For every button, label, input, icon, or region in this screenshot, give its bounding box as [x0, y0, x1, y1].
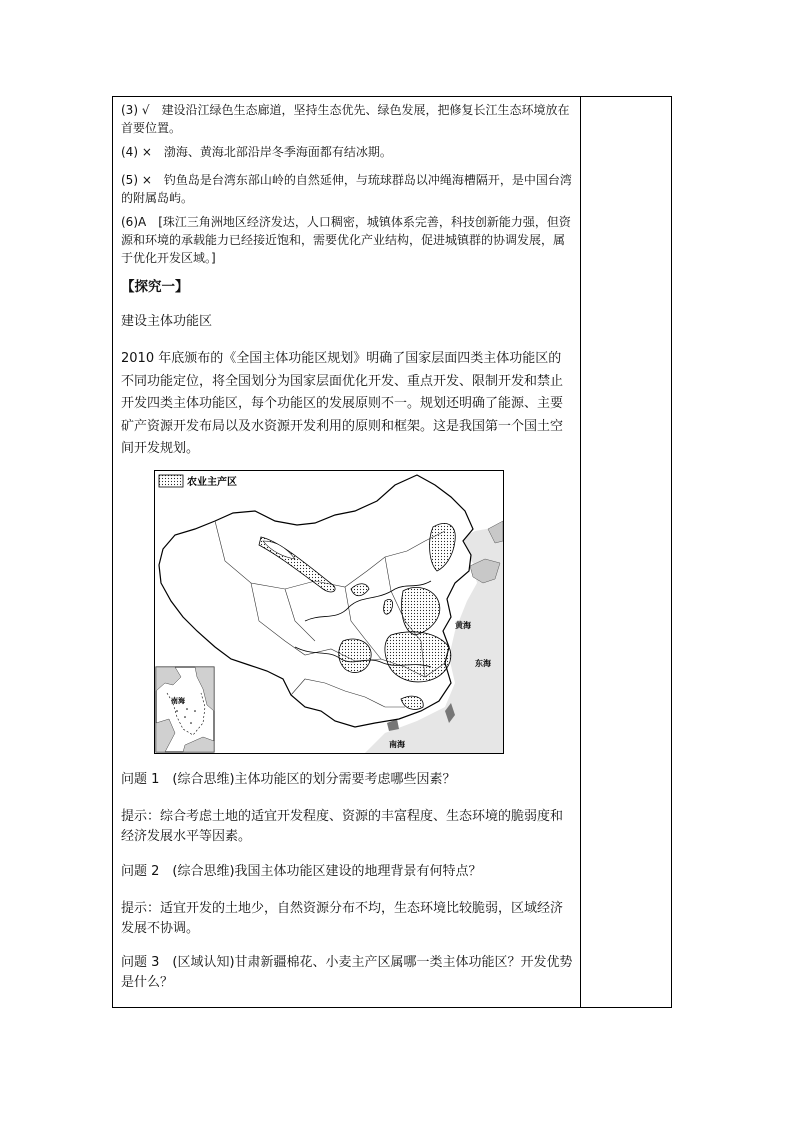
question-2: 问题 2 (综合思维)我国主体功能区建设的地理背景有何特点？ — [121, 864, 482, 879]
question-3: 问题 3 (区域认知)甘肃新疆棉花、小麦主产区属哪一类主体功能区？开发优势是什么？ — [121, 955, 573, 990]
answer-5: (5) × 钓鱼岛是台湾东部山岭的自然延伸，与琉球群岛以冲绳海槽隔开，是中国台湾的附属岛屿。 — [121, 173, 572, 205]
intro-paragraph: 2010 年底颁布的《全国主体功能区规划》明确了国家层面四类主体功能区的不同功能定位，将全国划分为国家层面优化开发、重点开发、限制开发和禁止开发四类主体功能区，每个功能区的发展原则不一。规划还明确了能源、主要矿产资源开发布局以及水资源开发利用的原则和框架。这是我国第一个国土空间开发规划。 — [121, 351, 564, 456]
answer-6: (6)A [珠江三角洲地区经济发达，人口稠密，城镇体系完善，科技创新能力强，但资源和环境的承载能力已经接近饱和，需要优化产业结构，促进城镇群的协调发展，属于优化开发区域。] — [121, 215, 571, 265]
sea-label-east-sea: 东海 — [475, 659, 491, 668]
hint-2: 提示：适宜开发的土地少，自然资源分布不均，生态环境比较脆弱，区域经济发展不协调。 — [121, 901, 564, 936]
china-map-figure — [155, 471, 503, 753]
inset-sea-label: 南海 — [171, 697, 185, 705]
legend-label: 农业主产区 — [187, 477, 237, 488]
question-1: 问题 1 (综合思维)主体功能区的划分需要考虑哪些因素？ — [121, 772, 456, 787]
legend-swatch — [159, 475, 183, 487]
hint-1: 提示：综合考虑土地的适宜开发程度、资源的丰富程度、生态环境的脆弱度和经济发展水平等因素。 — [121, 809, 564, 844]
column-divider — [580, 97, 581, 1007]
answer-3: (3) √ 建设沿江绿色生态廊道，坚持生态优先、绿色发展，把修复长江生态环境放在首要位置。 — [121, 103, 570, 135]
content-table — [112, 96, 672, 1008]
south-china-sea-inset — [156, 667, 214, 752]
section-subtitle: 建设主体功能区 — [121, 314, 213, 329]
answer-4: (4) × 渤海、黄海北部沿岸冬季海面都有结冰期。 — [121, 145, 392, 159]
agriculture-map — [154, 470, 504, 754]
sea-label-south-sea: 南海 — [389, 740, 405, 749]
agri-zone-sichuan-basin — [339, 639, 371, 673]
sea-label-yellow-sea: 黄海 — [455, 621, 471, 630]
section-heading: 【探究一】 — [121, 279, 189, 295]
